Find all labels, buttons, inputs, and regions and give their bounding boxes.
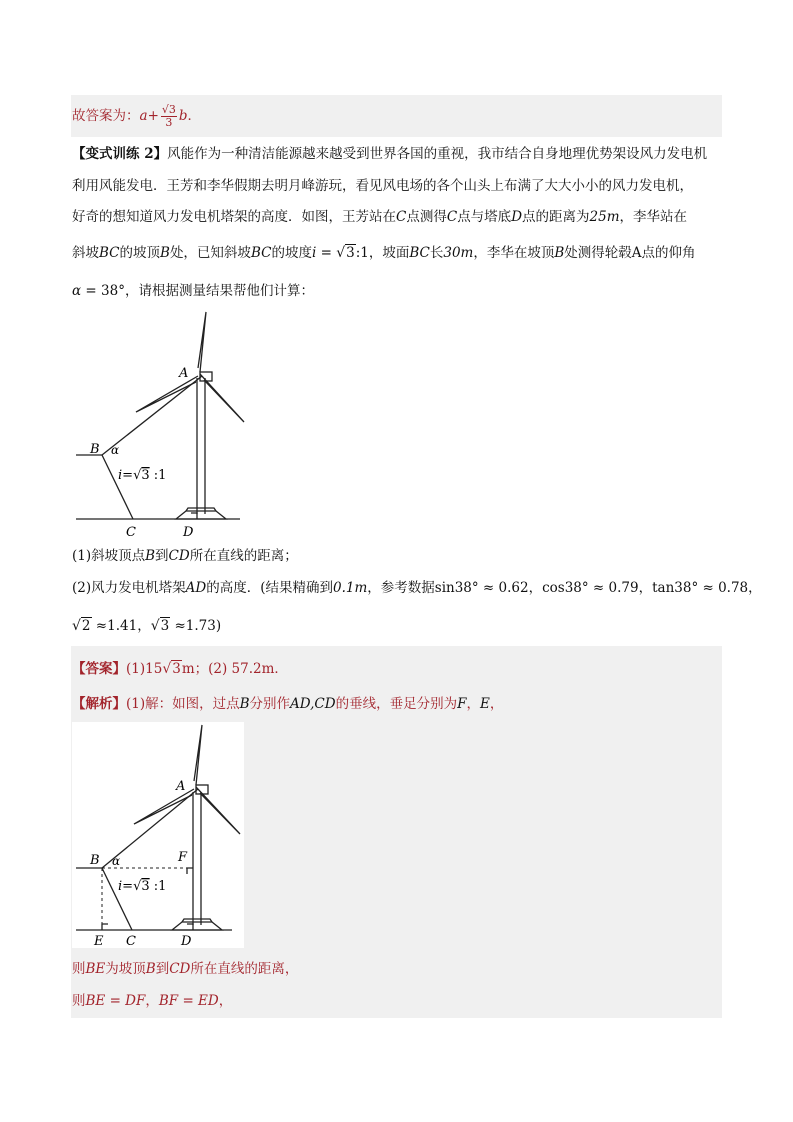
right-angle-d bbox=[191, 513, 197, 519]
fig2-label-d: D bbox=[181, 934, 192, 948]
fig1-label-d: D bbox=[183, 525, 194, 538]
fig1-label-alpha: α bbox=[111, 443, 120, 457]
previous-answer-line: 故答案为：a+ $\frac{√3}{3}$ b． bbox=[72, 103, 202, 129]
fig2-label-e: E bbox=[94, 934, 104, 948]
answer-line: 【答案】(1)15√3m；(2) 57.2m． bbox=[72, 661, 288, 677]
problem-line-3: 好奇的想知道风力发电机塔架的高度．如图，王芳站在C点测得C点与塔底D点的距离为25m，李华站在 bbox=[72, 209, 687, 225]
fraction: $\frac{√3}{3}$ bbox=[161, 103, 176, 129]
right-angle-e bbox=[102, 924, 108, 930]
fig1-label-a: A bbox=[179, 366, 189, 381]
question-1: (1)斜坡顶点B到CD所在直线的距离； bbox=[72, 548, 298, 564]
problem-line-4: 斜坡BC的坡顶B处，已知斜坡BC的坡度i = √3:1，坡面BC长30m，李华在坡顶B处测得轮毂A点的仰角 bbox=[72, 245, 696, 261]
slope-bc bbox=[102, 868, 132, 930]
question-2: (2)风力发电机塔架AD的高度．(结果精确到0.1m，参考数据sin38° ≈ 0.62，cos38° ≈ 0.79，tan38° ≈ 0.78， bbox=[72, 580, 762, 596]
blade-up bbox=[194, 725, 202, 785]
fig1-label-b: B bbox=[90, 442, 100, 457]
tower-base bbox=[176, 511, 226, 519]
right-angle-d bbox=[187, 924, 193, 930]
fig2-label-f: F bbox=[178, 850, 188, 865]
fig2-label-alpha: α bbox=[112, 854, 121, 868]
problem-line-5: α = 38°，请根据测量结果帮他们计算： bbox=[72, 283, 314, 299]
slope-bc bbox=[102, 455, 133, 519]
answer-tag: 【答案】 bbox=[72, 661, 126, 677]
blade-left bbox=[134, 789, 194, 824]
blade-left bbox=[136, 376, 198, 412]
fig2-label-a: A bbox=[176, 779, 186, 794]
right-angle-f bbox=[187, 868, 193, 874]
conclusion-line-1: 则BE为坡顶B到CD所在直线的距离， bbox=[72, 961, 299, 977]
wind-turbine-figure-1 bbox=[70, 308, 250, 538]
fig1-slope-label: i=√3 :1 bbox=[118, 468, 167, 483]
variant-tag: 【变式训练 2】 bbox=[72, 146, 168, 162]
problem-line-1: 【变式训练 2】风能作为一种清洁能源越来越受到世界各国的重视，我市结合自身地理优势架设风力发电机 bbox=[72, 146, 708, 162]
fig2-label-b: B bbox=[90, 853, 100, 868]
analysis-tag: 【解析】 bbox=[72, 696, 126, 712]
fig2-label-c: C bbox=[126, 934, 136, 948]
problem-line-2: 利用风能发电．王芳和李华假期去明月峰游玩，看见风电场的各个山头上布满了大大小小的风力发电机， bbox=[72, 178, 693, 194]
fig2-slope-label: i=√3 :1 bbox=[118, 879, 167, 894]
tower-base bbox=[172, 922, 222, 930]
question-2-data: √2 ≈1.41，√3 ≈1.73) bbox=[72, 618, 222, 634]
blade-up bbox=[198, 312, 206, 372]
analysis-line: 【解析】(1)解：如图，过点B分别作AD,CD的垂线，垂足分别为F，E， bbox=[72, 696, 504, 712]
fig1-label-c: C bbox=[126, 525, 136, 538]
conclusion-line-2: 则BE = DF，BF = ED， bbox=[72, 993, 233, 1009]
wind-turbine-figure-2 bbox=[72, 722, 244, 948]
